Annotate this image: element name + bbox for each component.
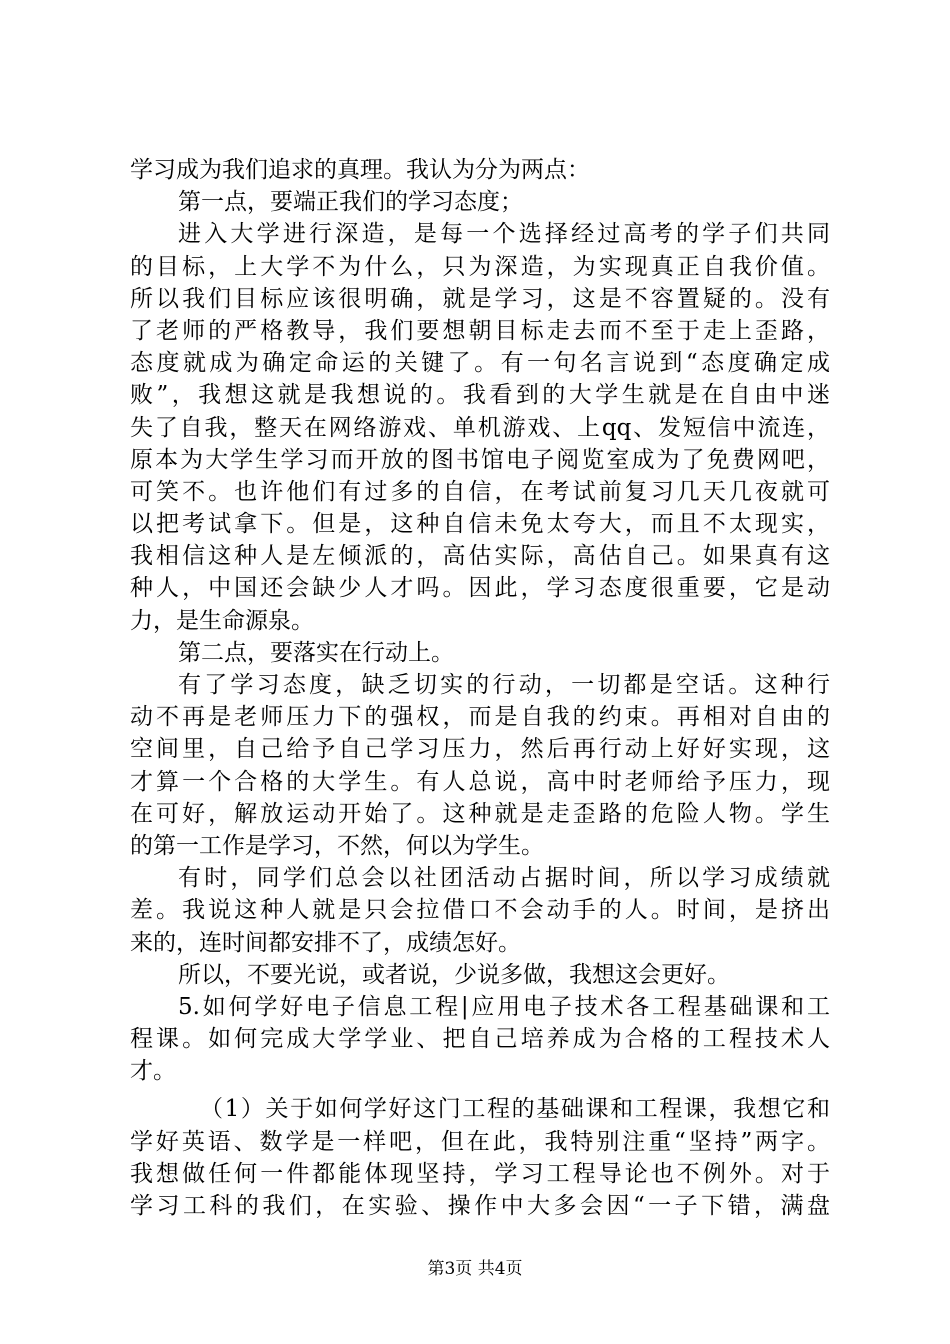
text-line: 有时，同学们总会以社团活动占据时间，所以学习成绩就 [178,865,830,892]
text-line: 原本为大学生学习而开放的图书馆电子阅览室成为了免费网吧， [130,446,830,473]
text-line: 才算一个合格的大学生。有人总说，高中时老师给予压力，现 [130,768,830,795]
text-line: 所以，不要光说，或者说，少说多做，我想这会更好。 [178,961,730,988]
text-line: 可笑不。也许他们有过多的自信，在考试前复习几天几夜就可 [130,478,830,505]
text-line: 学习工科的我们，在实验、操作中大多会因“一子下错，满盘 [130,1193,830,1219]
text-line: 失了自我，整天在网络游戏、单机游戏、上qq、发短信中流连， [130,414,830,441]
text-line: 我相信这种人是左倾派的，高估实际，高估自己。如果真有这 [130,543,830,570]
heading-point-one: 第一点，要端正我们的学习态度； [178,189,523,216]
section-heading-5: 程课。如何完成大学学业、把自己培养成为合格的工程技术人 [130,1026,830,1053]
text-line: 学习成为我们追求的真理。我认为分为两点： [130,157,590,183]
text-line: 在可好，解放运动开始了。这种就是走歪路的危险人物。学生 [130,800,830,827]
text-line: 学好英语、数学是一样吧，但在此，我特别注重“坚持”两字。 [130,1128,830,1155]
text-line: 进入大学进行深造，是每一个选择经过高考的学子们共同 [178,221,830,248]
text-line: 的目标，上大学不为什么，只为深造，为实现真正自我价值。 [130,253,830,280]
text-line: 态度就成为确定命运的关键了。有一句名言说到“态度确定成 [130,350,830,377]
text-line: 的第一工作是学习，不然，何以为学生。 [130,832,544,859]
text-line: （1）关于如何学好这门工程的基础课和工程课，我想它和 [200,1096,830,1123]
text-line: 动不再是老师压力下的强权，而是自我的约束。再相对自由的 [130,704,830,731]
text-line: 差。我说这种人就是只会拉借口不会动手的人。时间，是挤出 [130,897,830,924]
section-heading-5: 才。 [130,1058,176,1085]
section-heading-5: 5.如何学好电子信息工程|应用电子技术各工程基础课和工 [178,993,830,1020]
text-line: 以把考试拿下。但是，这种自信未免太夸大，而且不太现实， [130,511,830,538]
document-body [130,154,830,1222]
heading-point-two: 第二点，要落实在行动上。 [178,639,454,666]
text-line: 有了学习态度，缺乏切实的行动，一切都是空话。这种行 [178,672,830,698]
page-number-footer: 第3页 共4页 [427,1259,523,1279]
text-line: 种人，中国还会缺少人才吗。因此，学习态度很重要，它是动 [130,575,830,602]
text-line: 了老师的严格教导，我们要想朝目标走去而不至于走上歪路， [130,317,830,344]
text-line: 我想做任何一件都能体现坚持，学习工程导论也不例外。对于 [130,1160,830,1187]
text-line: 来的，连时间都安排不了，成绩怎好。 [130,929,521,956]
text-line: 力，是生命源泉。 [130,607,314,634]
text-line: 空间里，自己给予自己学习压力，然后再行动上好好实现，这 [130,736,830,763]
text-line: 败”，我想这就是我想说的。我看到的大学生就是在自由中迷 [130,382,830,409]
text-line: 所以我们目标应该很明确，就是学习，这是不容置疑的。没有 [130,285,830,312]
